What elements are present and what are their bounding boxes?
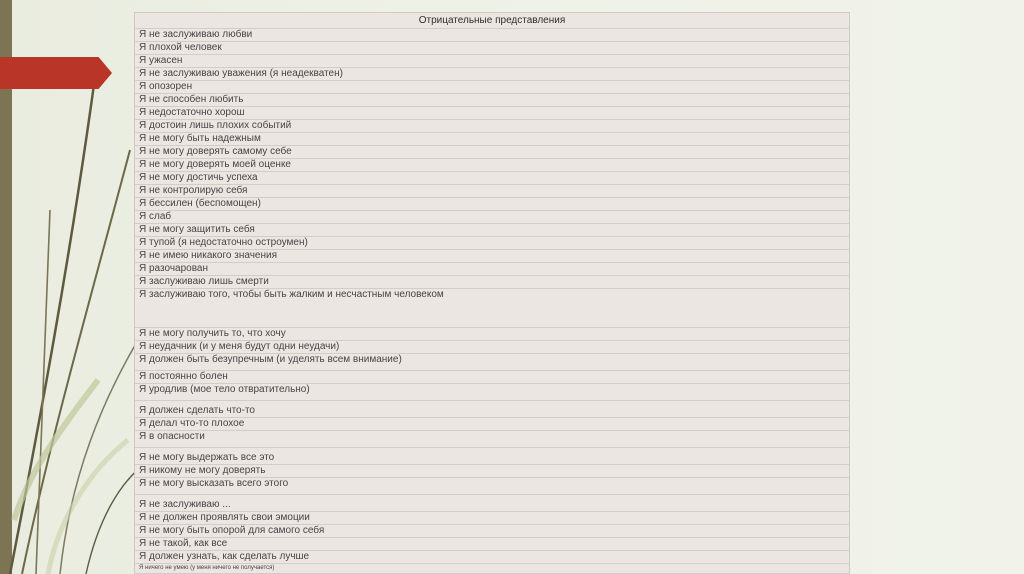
table-row: Я должен узнать, как сделать лучше [135,551,849,564]
table-row: Я не такой, как все [135,538,849,551]
table-row: Я не имею никакого значения [135,250,849,263]
table-row: Я не должен проявлять свои эмоции [135,512,849,525]
table-row: Я достоин лишь плохих событий [135,120,849,133]
table-row: Я не могу достичь успеха [135,172,849,185]
table-row: Я бессилен (беспомощен) [135,198,849,211]
table-row: Я слаб [135,211,849,224]
table-row: Я не способен любить [135,94,849,107]
table-row: Я в опасности [135,431,849,448]
negative-beliefs-table [134,12,850,574]
table-row: Я не заслуживаю уважения (я неадекватен) [135,68,849,81]
table-row: Я заслуживаю того, чтобы быть жалким и несчастным человеком [135,289,849,328]
table-row: Я ужасен [135,55,849,68]
table-row: Я тупой (я недостаточно остроумен) [135,237,849,250]
table-header: Отрицательные представления [135,13,849,29]
table-row: Я не могу защитить себя [135,224,849,237]
table-row: Я не могу получить то, что хочу [135,328,849,341]
table-row: Я не могу высказать всего этого [135,478,849,495]
table-row: Я неудачник (и у меня будут одни неудачи) [135,341,849,354]
table-row: Я плохой человек [135,42,849,55]
table-row: Я ничего не умею (у меня ничего не получается) [135,564,849,574]
table-row: Я не могу быть надежным [135,133,849,146]
table-row: Я делал что-то плохое [135,418,849,431]
table-row: Я разочарован [135,263,849,276]
table-row: Я не могу выдержать все это [135,452,849,465]
table-row: Я не могу быть опорой для самого себя [135,525,849,538]
table-row: Я уродлив (мое тело отвратительно) [135,384,849,401]
title-marker-arrow [0,57,112,89]
table-row: Я не могу доверять моей оценке [135,159,849,172]
table-row: Я никому не могу доверять [135,465,849,478]
table-row: Я не контролирую себя [135,185,849,198]
table-row: Я заслуживаю лишь смерти [135,276,849,289]
table-row: Я опозорен [135,81,849,94]
table-row: Я недостаточно хорош [135,107,849,120]
table-row: Я не заслуживаю любви [135,29,849,42]
table-row: Я не могу доверять самому себе [135,146,849,159]
table-row: Я должен сделать что-то [135,405,849,418]
table-row: Я не заслуживаю ... [135,499,849,512]
table-row: Я постоянно болен [135,371,849,384]
table-row: Я должен быть безупречным (и уделять всем внимание) [135,354,849,371]
